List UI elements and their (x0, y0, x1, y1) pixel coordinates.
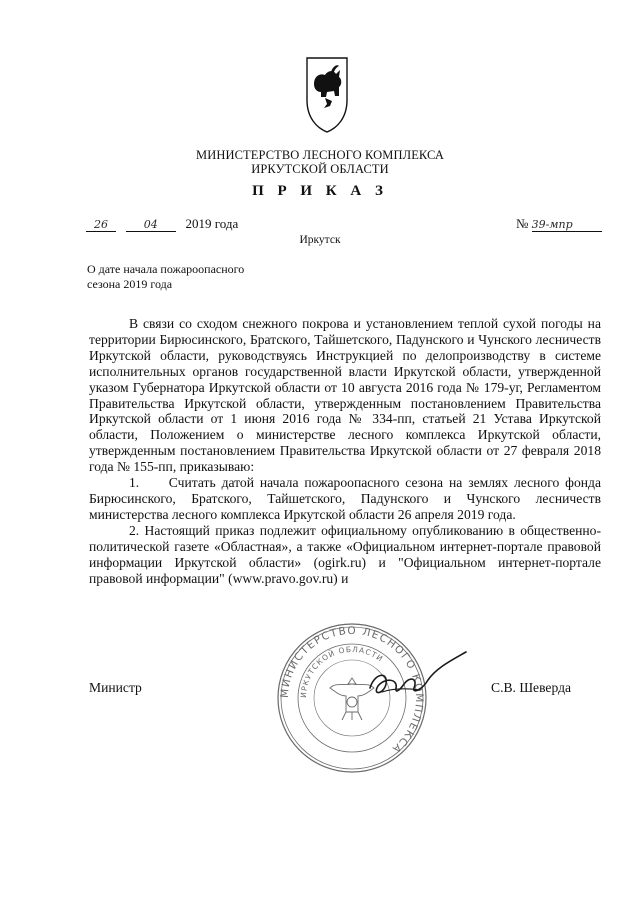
handwritten-signature (348, 648, 470, 708)
order-city: Иркутск (299, 234, 341, 246)
order-year: 2019 года (185, 216, 239, 231)
order-date (86, 216, 238, 232)
document-type-title: П Р И К А З (252, 183, 388, 199)
signatory-title: Министр (89, 680, 142, 695)
seal-outer-text: МИНИСТЕРСТВО ЛЕСНОГО КОМПЛЕКСА (278, 624, 426, 756)
body-item-2: 2. Настоящий приказ подлежит официальному опубликованию в общественно-политической газете «Областная», а также «Официальном интернет-портале правовой информации Иркутской области» (ogirk.ru) и "Официальном интернет-портале правовой информации" (www.pravo.gov.ru) и (89, 522, 601, 586)
coat-of-arms-icon (303, 54, 351, 134)
order-body (89, 316, 601, 586)
signatory-name: С.В. Шеверда (491, 680, 572, 695)
order-month: 04 (126, 218, 176, 232)
order-number (516, 216, 602, 232)
subject-line1: О дате начала пожароопасного (87, 262, 245, 276)
seal-inner-text: ИРКУТСКОЙ ОБЛАСТИ (298, 644, 386, 699)
ministry-name-line2: ИРКУТСКОЙ ОБЛАСТИ (251, 162, 389, 176)
number-label: № (516, 216, 529, 231)
order-day: 26 (86, 218, 116, 232)
body-item-1: 1. Считать датой начала пожароопасного сезона на землях лесного фонда Бирюсинского, Братского, Тайшетского, Падунского и Чунского лесничеств министерства лесного комплекса Иркутской области 26 апреля 2019 года. (89, 475, 601, 522)
order-number-value: 39-мпр (532, 218, 602, 232)
subject-line2: сезона 2019 года (87, 277, 173, 291)
ministry-name-line1: МИНИСТЕРСТВО ЛЕСНОГО КОМПЛЕКСА (195, 148, 445, 162)
order-subject (87, 262, 307, 292)
body-preamble: В связи со сходом снежного покрова и установлением теплой сухой погоды на территории Бирюсинского, Братского, Тайшетского, Падунского и Чунского лесничеств Иркутской области, руководствуясь Инструкцией по делопроизводству в системе исполнительных органов государственной власти Иркутской области, утвержденной указом Губернатора Иркутской области от 10 августа 2016 года № 179-уг, Регламентом Правительства Иркутской области, утвержденным постановлением Правительства Иркутской области от 1 июня 2016 года № 334-пп, статьей 21 Устава Иркутской области, Положением о министерстве лесного комплекса Иркутской области, утвержденным постановлением Правительства Иркутской области от 27 февраля 2018 года № 155-пп, приказываю: (89, 316, 601, 475)
